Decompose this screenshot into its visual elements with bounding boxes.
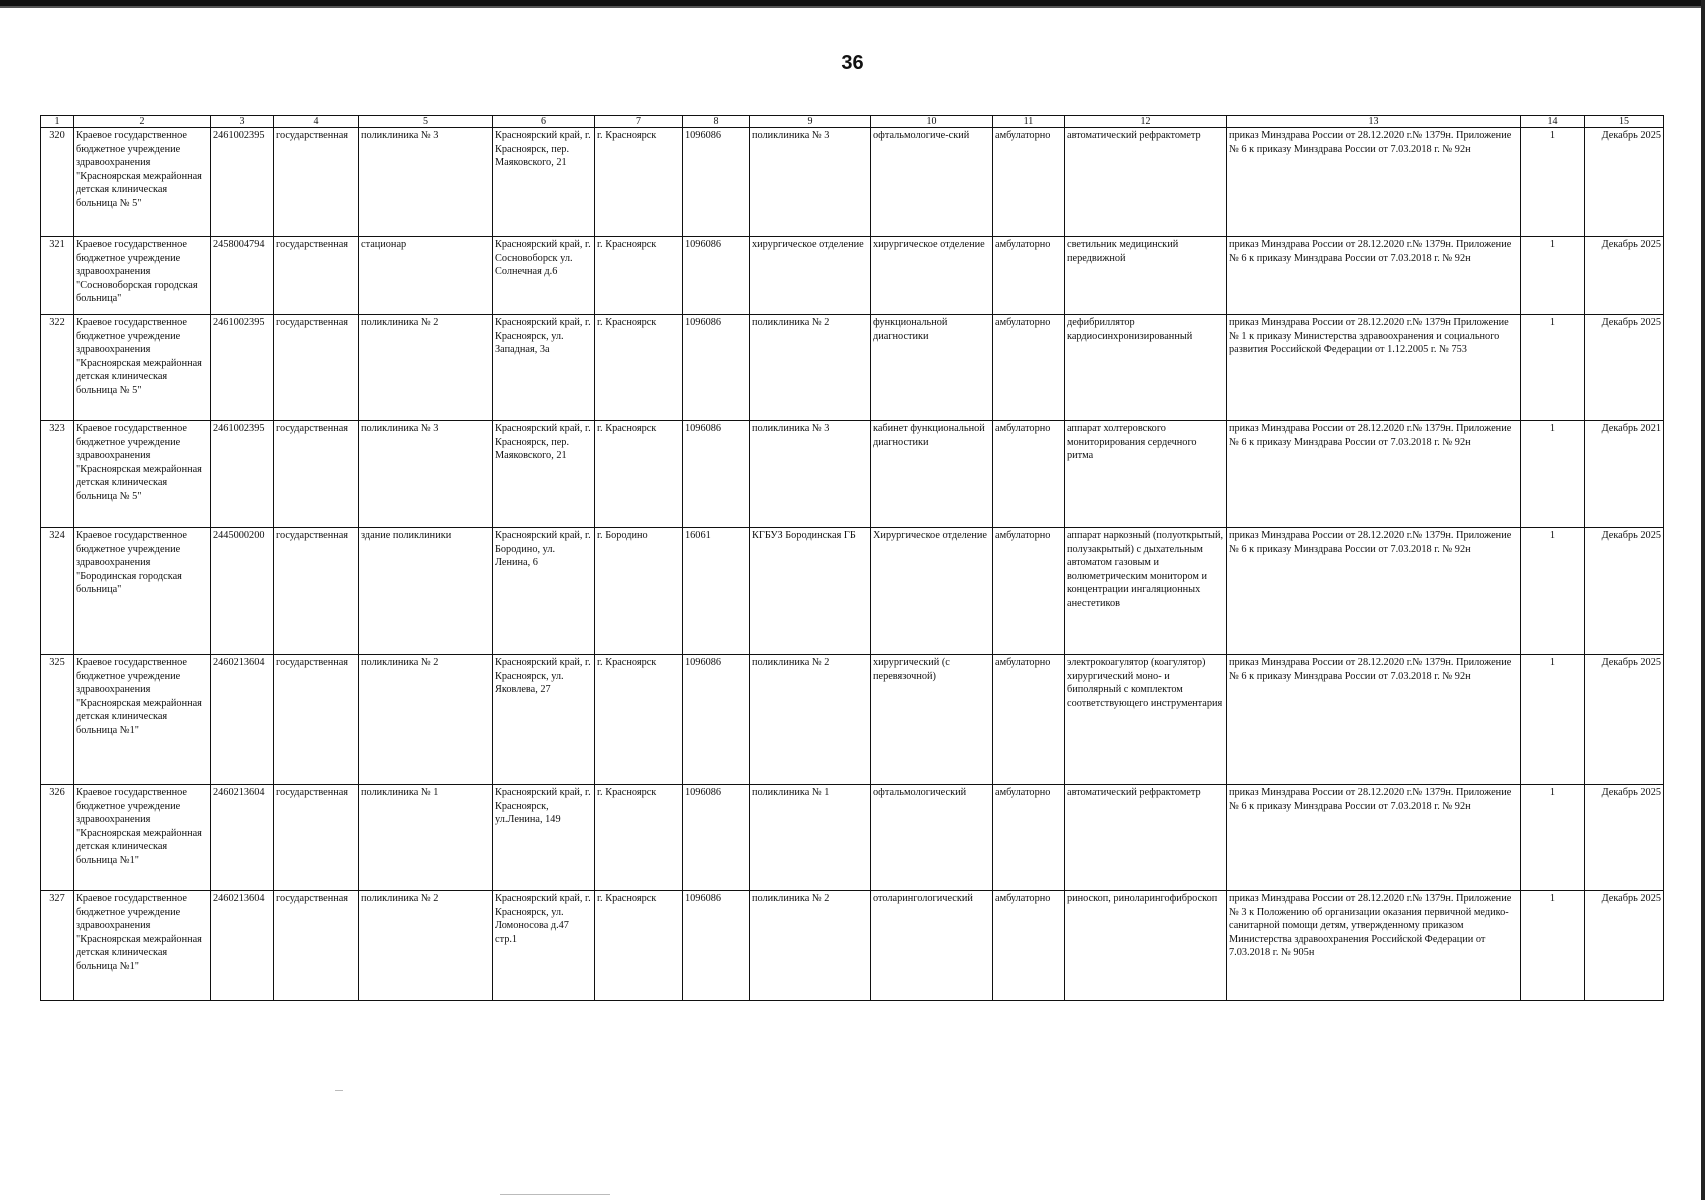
city: г. Красноярск bbox=[595, 785, 683, 891]
address: Красноярский край, г. Красноярск, пер. Маяковского, 21 bbox=[493, 128, 595, 237]
delivery-date: Декабрь 2021 bbox=[1585, 421, 1664, 528]
city: г. Красноярск bbox=[595, 421, 683, 528]
equipment-register-table bbox=[40, 115, 1664, 1001]
row-number: 324 bbox=[41, 528, 74, 655]
address: Красноярский край, г. Красноярск, пер. Маяковского, 21 bbox=[493, 421, 595, 528]
ownership-form: государственная bbox=[274, 237, 359, 315]
equipment: риноскоп, риноларингофиброскоп bbox=[1065, 891, 1227, 1001]
row-number: 325 bbox=[41, 655, 74, 785]
department: функциональной диагностики bbox=[871, 315, 993, 421]
legal-basis: приказ Минздрава России от 28.12.2020 г.№ 1379н. Приложение № 6 к приказу Минздрава России от 7.03.2018 г. № 92н bbox=[1227, 785, 1521, 891]
inn: 2458004794 bbox=[211, 237, 274, 315]
quantity: 1 bbox=[1521, 528, 1585, 655]
address: Красноярский край, г. Красноярск, ул. Ломоносова д.47 стр.1 bbox=[493, 891, 595, 1001]
row-number: 322 bbox=[41, 315, 74, 421]
column-header: 5 bbox=[359, 116, 493, 128]
column-header: 10 bbox=[871, 116, 993, 128]
delivery-date: Декабрь 2025 bbox=[1585, 315, 1664, 421]
subdivision: поликлиника № 1 bbox=[359, 785, 493, 891]
equipment: аппарат наркозный (полуоткрытый, полузакрытый) с дыхательным автоматом газовым и волюметрическим монитором и концентрации ингаляционных анестетиков bbox=[1065, 528, 1227, 655]
quantity: 1 bbox=[1521, 421, 1585, 528]
legal-basis: приказ Минздрава России от 28.12.2020 г.№ 1379н. Приложение № 3 к Положению об организации оказания первичной медико-санитарной помощи детям, утвержденному приказом Министерства здравоохранения Российской Федерации от 7.03.2018 г. № 905н bbox=[1227, 891, 1521, 1001]
subdivision: поликлиника № 3 bbox=[359, 421, 493, 528]
inn: 2445000200 bbox=[211, 528, 274, 655]
ownership-form: государственная bbox=[274, 421, 359, 528]
quantity: 1 bbox=[1521, 891, 1585, 1001]
delivery-date: Декабрь 2025 bbox=[1585, 528, 1664, 655]
code: 1096086 bbox=[683, 237, 750, 315]
subdivision: поликлиника № 2 bbox=[359, 655, 493, 785]
table-row bbox=[41, 655, 1664, 785]
scan-right-border bbox=[1701, 0, 1705, 1200]
equipment: аппарат холтеровского мониторирования сердечного ритма bbox=[1065, 421, 1227, 528]
city: г. Красноярск bbox=[595, 128, 683, 237]
organization-name: Краевое государственное бюджетное учреждение здравоохранения "Бородинская городская больница" bbox=[74, 528, 211, 655]
legal-basis: приказ Минздрава России от 28.12.2020 г.№ 1379н. Приложение № 6 к приказу Минздрава России от 7.03.2018 г. № 92н bbox=[1227, 237, 1521, 315]
department: кабинет функциональной диагностики bbox=[871, 421, 993, 528]
care-type: амбулаторно bbox=[993, 237, 1065, 315]
quantity: 1 bbox=[1521, 237, 1585, 315]
organization-name: Краевое государственное бюджетное учреждение здравоохранения "Красноярская межрайонная детская клиническая больница №1" bbox=[74, 655, 211, 785]
column-header: 9 bbox=[750, 116, 871, 128]
division: хирургическое отделение bbox=[750, 237, 871, 315]
department: хирургическое отделение bbox=[871, 237, 993, 315]
department: Хирургическое отделение bbox=[871, 528, 993, 655]
department: офтальмологиче-ский bbox=[871, 128, 993, 237]
organization-name: Краевое государственное бюджетное учреждение здравоохранения "Красноярская межрайонная детская клиническая больница №1" bbox=[74, 891, 211, 1001]
address: Красноярский край, г. Бородино, ул. Ленина, 6 bbox=[493, 528, 595, 655]
division: поликлиника № 3 bbox=[750, 421, 871, 528]
column-header: 7 bbox=[595, 116, 683, 128]
row-number: 326 bbox=[41, 785, 74, 891]
care-type: амбулаторно bbox=[993, 528, 1065, 655]
table-row bbox=[41, 785, 1664, 891]
page-number: 36 bbox=[841, 52, 864, 74]
legal-basis: приказ Минздрава России от 28.12.2020 г.№ 1379н. Приложение № 6 к приказу Минздрава России от 7.03.2018 г. № 92н bbox=[1227, 655, 1521, 785]
code: 1096086 bbox=[683, 785, 750, 891]
ownership-form: государственная bbox=[274, 655, 359, 785]
care-type: амбулаторно bbox=[993, 421, 1065, 528]
ownership-form: государственная bbox=[274, 528, 359, 655]
equipment: электрокоагулятор (коагулятор) хирургический моно- и биполярный с комплектом соответствующего инструментария bbox=[1065, 655, 1227, 785]
delivery-date: Декабрь 2025 bbox=[1585, 891, 1664, 1001]
ownership-form: государственная bbox=[274, 315, 359, 421]
department: хирургический (с перевязочной) bbox=[871, 655, 993, 785]
column-header: 13 bbox=[1227, 116, 1521, 128]
department: офтальмологический bbox=[871, 785, 993, 891]
table-row bbox=[41, 237, 1664, 315]
inn: 2461002395 bbox=[211, 128, 274, 237]
legal-basis: приказ Минздрава России от 28.12.2020 г.№ 1379н. Приложение № 6 к приказу Минздрава России от 7.03.2018 г. № 92н bbox=[1227, 421, 1521, 528]
row-number: 320 bbox=[41, 128, 74, 237]
equipment: дефибриллятор кардиосинхронизированный bbox=[1065, 315, 1227, 421]
column-header: 4 bbox=[274, 116, 359, 128]
row-number: 321 bbox=[41, 237, 74, 315]
quantity: 1 bbox=[1521, 785, 1585, 891]
delivery-date: Декабрь 2025 bbox=[1585, 237, 1664, 315]
address: Красноярский край, г. Красноярск, ул.Ленина, 149 bbox=[493, 785, 595, 891]
city: г. Красноярск bbox=[595, 891, 683, 1001]
column-header: 11 bbox=[993, 116, 1065, 128]
equipment: автоматический рефрактометр bbox=[1065, 785, 1227, 891]
legal-basis: приказ Минздрава России от 28.12.2020 г.№ 1379н. Приложение № 6 к приказу Минздрава России от 7.03.2018 г. № 92н bbox=[1227, 528, 1521, 655]
division: поликлиника № 2 bbox=[750, 315, 871, 421]
department: отоларингологический bbox=[871, 891, 993, 1001]
inn: 2460213604 bbox=[211, 785, 274, 891]
address: Красноярский край, г. Красноярск, ул. Яковлева, 27 bbox=[493, 655, 595, 785]
column-header: 6 bbox=[493, 116, 595, 128]
legal-basis: приказ Минздрава России от 28.12.2020 г.№ 1379н Приложение № 1 к приказу Министерства здравоохранения и социального развития Российской Федерации от 1.12.2005 г. № 753 bbox=[1227, 315, 1521, 421]
organization-name: Краевое государственное бюджетное учреждение здравоохранения "Сосновоборская городская больница" bbox=[74, 237, 211, 315]
legal-basis: приказ Минздрава России от 28.12.2020 г.№ 1379н. Приложение № 6 к приказу Минздрава России от 7.03.2018 г. № 92н bbox=[1227, 128, 1521, 237]
column-header: 14 bbox=[1521, 116, 1585, 128]
delivery-date: Декабрь 2025 bbox=[1585, 785, 1664, 891]
code: 1096086 bbox=[683, 655, 750, 785]
inn: 2461002395 bbox=[211, 315, 274, 421]
inn: 2460213604 bbox=[211, 655, 274, 785]
organization-name: Краевое государственное бюджетное учреждение здравоохранения "Красноярская межрайонная детская клиническая больница № 5" bbox=[74, 315, 211, 421]
column-header: 12 bbox=[1065, 116, 1227, 128]
address: Красноярский край, г. Сосновоборск ул. Солнечная д.6 bbox=[493, 237, 595, 315]
address: Красноярский край, г. Красноярск, ул. Западная, 3а bbox=[493, 315, 595, 421]
column-header: 15 bbox=[1585, 116, 1664, 128]
scan-top-border-shadow bbox=[0, 6, 1705, 8]
subdivision: поликлиника № 2 bbox=[359, 891, 493, 1001]
equipment: автоматический рефрактометр bbox=[1065, 128, 1227, 237]
city: г. Красноярск bbox=[595, 237, 683, 315]
scan-artifact bbox=[335, 1090, 343, 1091]
organization-name: Краевое государственное бюджетное учреждение здравоохранения "Красноярская межрайонная детская клиническая больница № 5" bbox=[74, 128, 211, 237]
code: 1096086 bbox=[683, 891, 750, 1001]
table-row bbox=[41, 528, 1664, 655]
column-header: 2 bbox=[74, 116, 211, 128]
care-type: амбулаторно bbox=[993, 128, 1065, 237]
division: поликлиника № 2 bbox=[750, 891, 871, 1001]
ownership-form: государственная bbox=[274, 128, 359, 237]
ownership-form: государственная bbox=[274, 891, 359, 1001]
delivery-date: Декабрь 2025 bbox=[1585, 655, 1664, 785]
table-row bbox=[41, 421, 1664, 528]
subdivision: поликлиника № 2 bbox=[359, 315, 493, 421]
quantity: 1 bbox=[1521, 315, 1585, 421]
care-type: амбулаторно bbox=[993, 655, 1065, 785]
table-row bbox=[41, 891, 1664, 1001]
inn: 2460213604 bbox=[211, 891, 274, 1001]
division: поликлиника № 1 bbox=[750, 785, 871, 891]
column-header: 3 bbox=[211, 116, 274, 128]
code: 1096086 bbox=[683, 421, 750, 528]
code: 16061 bbox=[683, 528, 750, 655]
code: 1096086 bbox=[683, 128, 750, 237]
subdivision: поликлиника № 3 bbox=[359, 128, 493, 237]
delivery-date: Декабрь 2025 bbox=[1585, 128, 1664, 237]
quantity: 1 bbox=[1521, 128, 1585, 237]
organization-name: Краевое государственное бюджетное учреждение здравоохранения "Красноярская межрайонная детская клиническая больница №1" bbox=[74, 785, 211, 891]
column-number-row bbox=[41, 116, 1664, 128]
city: г. Бородино bbox=[595, 528, 683, 655]
care-type: амбулаторно bbox=[993, 891, 1065, 1001]
ownership-form: государственная bbox=[274, 785, 359, 891]
city: г. Красноярск bbox=[595, 315, 683, 421]
table-row bbox=[41, 128, 1664, 237]
care-type: амбулаторно bbox=[993, 315, 1065, 421]
column-header: 8 bbox=[683, 116, 750, 128]
column-header: 1 bbox=[41, 116, 74, 128]
code: 1096086 bbox=[683, 315, 750, 421]
scan-artifact bbox=[500, 1194, 610, 1195]
subdivision: стационар bbox=[359, 237, 493, 315]
division: поликлиника № 2 bbox=[750, 655, 871, 785]
subdivision: здание поликлиники bbox=[359, 528, 493, 655]
quantity: 1 bbox=[1521, 655, 1585, 785]
table-row bbox=[41, 315, 1664, 421]
row-number: 327 bbox=[41, 891, 74, 1001]
city: г. Красноярск bbox=[595, 655, 683, 785]
care-type: амбулаторно bbox=[993, 785, 1065, 891]
organization-name: Краевое государственное бюджетное учреждение здравоохранения "Красноярская межрайонная детская клиническая больница № 5" bbox=[74, 421, 211, 528]
equipment: светильник медицинский передвижной bbox=[1065, 237, 1227, 315]
division: поликлиника № 3 bbox=[750, 128, 871, 237]
row-number: 323 bbox=[41, 421, 74, 528]
division: КГБУЗ Бородинская ГБ bbox=[750, 528, 871, 655]
inn: 2461002395 bbox=[211, 421, 274, 528]
